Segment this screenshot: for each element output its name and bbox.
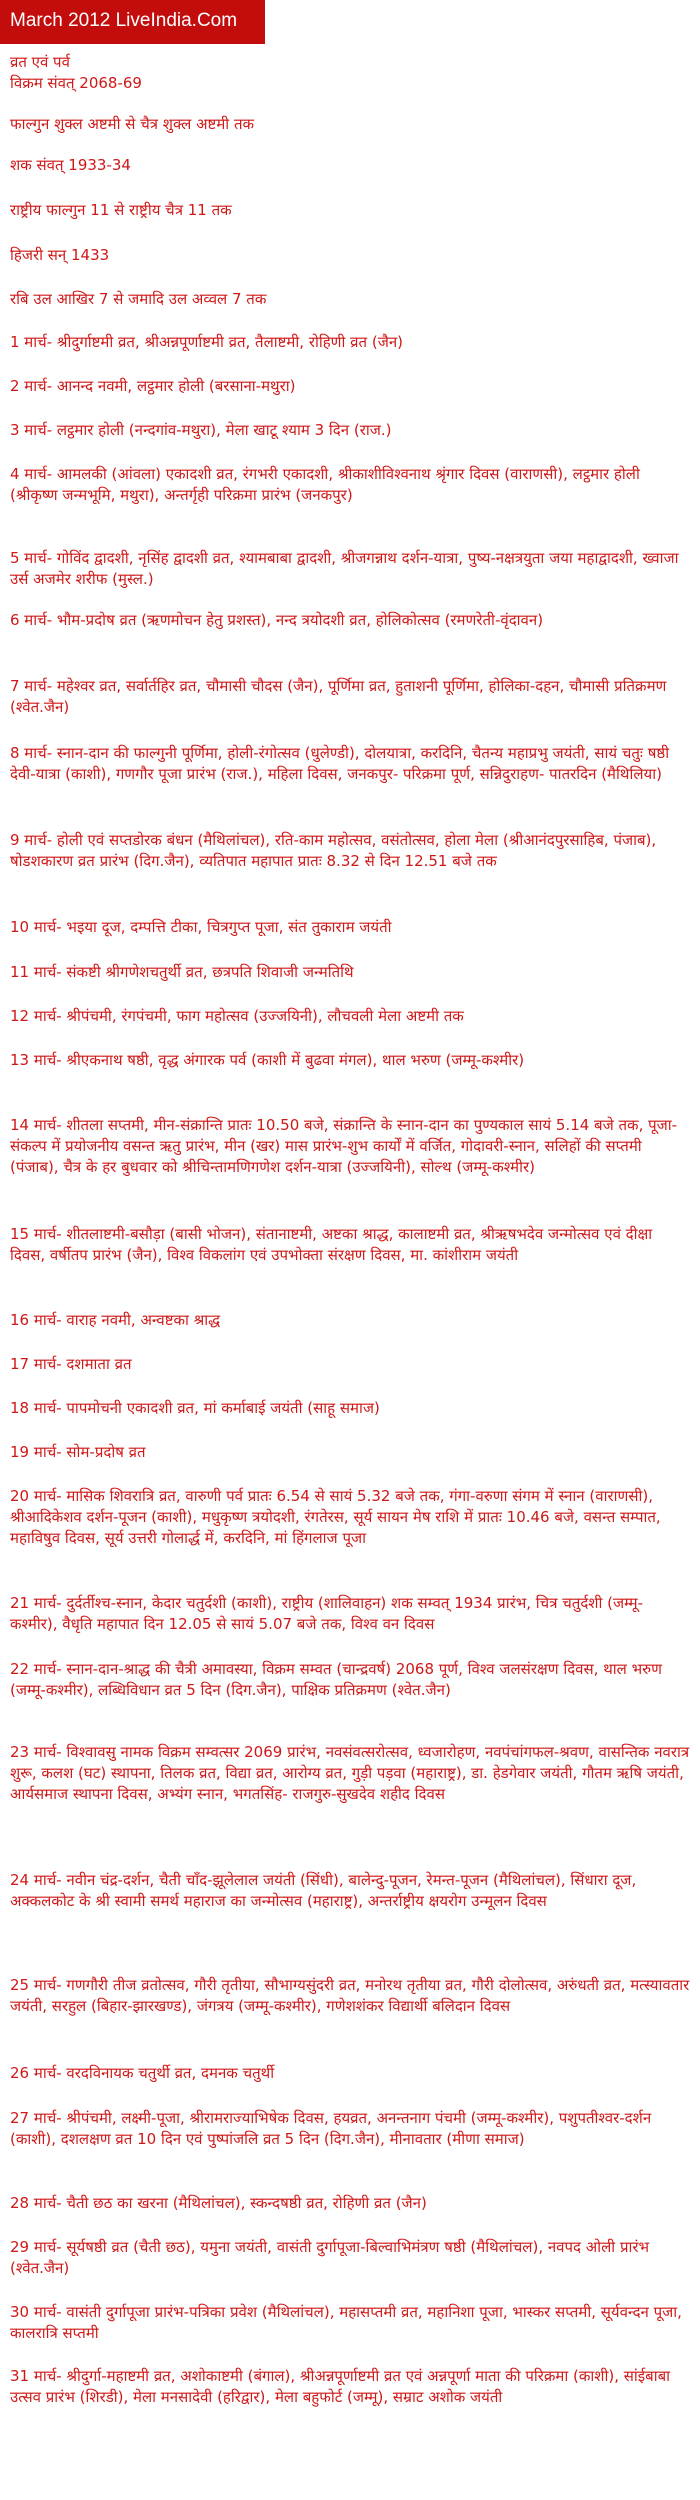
list-item: 20 मार्च- मासिक शिवरात्रि व्रत, वारुणी पर्व प्रातः 6.54 से सायं 5.32 बजे तक, गंगा-वरुणा संगम में स्नान (वाराणसी), श्रीआदिकेशव दर्शन-पूजन (काशी), मधुकृष्ण त्रयोदशी, रंगतेरस, सूर्य सायन मेष राशि में प्रातः 10.46 बजे, वसन्त सम्पात, महाविषुव दिवस, सूर्य उत्तरी गोलार्द्ध में, करदिनि, मां हिंगलाज पूजा	[10, 1487, 661, 1547]
list-item: 12 मार्च- श्रीपंचमी, रंगपंचमी, फाग महोत्सव (उज्जयिनी), लौचवली मेला अष्टमी तक	[10, 1007, 464, 1025]
list-item: 21 मार्च- दुर्दर्तीश्च-स्नान, केदार चतुर्दशी (काशी), राष्ट्रीय (शालिवाहन) शक सम्वत् 1934 प्रारंभ, चित्र चतुर्दशी (जम्मू-कश्मीर), वैधृति महापात दिन 12.05 से सायं 5.07 बजे तक, विश्व वन दिवस	[10, 1594, 643, 1633]
list-item: 26 मार्च- वरदविनायक चतुर्थी व्रत, दमनक चतुर्थी	[10, 2064, 275, 2082]
list-item: 25 मार्च- गणगौरी तीज व्रतोत्सव, गौरी तृतीया, सौभाग्यसुंदरी व्रत, मनोरथ तृतीया व्रत, गौरी दोलोत्सव, अरुंधती व्रत, मत्स्यावतार जयंती, सरहुल (बिहार-झारखण्ड), जंगत्रय (जम्मू-कश्मीर), गणेशशंकर विद्यार्थी बलिदान दिवस	[10, 1976, 690, 2015]
hijri-year: हिजरी सन् 1433	[10, 246, 110, 264]
list-item: 22 मार्च- स्नान-दान-श्राद्ध की चैत्री अमावस्या, विक्रम सम्वत (चान्द्रवर्ष) 2068 पूर्ण, विश्व जलसंरक्षण दिवस, थाल भरुण (जम्मू-कश्मीर), लब्धिविधान व्रत 5 दिन (दिग.जैन), पाक्षिक प्रतिक्रमण (श्वेत.जैन)	[10, 1660, 662, 1699]
list-item: 19 मार्च- सोम-प्रदोष व्रत	[10, 1443, 146, 1461]
list-item: 27 मार्च- श्रीपंचमी, लक्ष्मी-पूजा, श्रीरामराज्याभिषेक दिवस, हयव्रत, अनन्तनाग पंचमी (जम्मू-कश्मीर), पशुपतीश्वर-दर्शन (काशी), दशलक्षण व्रत 10 दिन एवं पुष्पांजलि व्रत 5 दिन (दिग.जैन), मीनावतार (मीणा समाज)	[10, 2109, 652, 2148]
list-item: 16 मार्च- वाराह नवमी, अन्वष्टका श्राद्ध	[10, 1311, 221, 1329]
list-item: 13 मार्च- श्रीएकनाथ षष्ठी, वृद्ध अंगारक पर्व (काशी में बुढवा मंगल), थाल भरुण (जम्मू-कश्मीर)	[10, 1051, 525, 1069]
list-item: 5 मार्च- गोविंद द्वादशी, नृसिंह द्वादशी व्रत, श्यामबाबा द्वादशी, श्रीजगन्नाथ दर्शन-यात्रा, पुष्य-नक्षत्रयुता जया महाद्वादशी, ख्वाजा उर्स अजमेर शरीफ (मुस्ल.)	[10, 549, 679, 588]
list-item: 31 मार्च- श्रीदुर्गा-महाष्टमी व्रत, अशोकाष्टमी (बंगाल), श्रीअन्नपूर्णाष्टमी व्रत एवं अन्नपूर्णा माता की परिक्रमा (काशी), सांईबाबा उत्सव प्रारंभ (शिरडी), मेला मनसादेवी (हरिद्वार), मेला बहुफोर्ट (जम्मू), सम्राट अशोक जयंती	[10, 2367, 671, 2406]
list-item: 11 मार्च- संकष्टी श्रीगणेशचतुर्थी व्रत, छत्रपति शिवाजी जन्मतिथि	[10, 963, 354, 981]
hijri-month-range: रबि उल आखिर 7 से जमादि उल अव्वल 7 तक	[10, 290, 267, 308]
header-bar	[0, 0, 265, 44]
list-item: 4 मार्च- आमलकी (आंवला) एकादशी व्रत, रंगभरी एकादशी, श्रीकाशीविश्वनाथ श्रृंगार दिवस (वाराणसी), लट्ठमार होली (श्रीकृष्ण जन्मभूमि, मथुरा), अन्तर्गृही परिक्रमा प्रारंभ (जनकपुर)	[10, 465, 640, 504]
list-item: 30 मार्च- वासंती दुर्गापूजा प्रारंभ-पत्रिका प्रवेश (मैथिलांचल), महासप्तमी व्रत, महानिशा पूजा, भास्कर सप्तमी, सूर्यवन्दन पूजा, कालरात्रि सप्तमी	[10, 2303, 682, 2342]
list-item: 10 मार्च- भइया दूज, दम्पत्ति टीका, चित्रगुप्त पूजा, संत तुकाराम जयंती	[10, 918, 392, 936]
list-item: 17 मार्च- दशमाता व्रत	[10, 1355, 132, 1373]
section-heading: व्रत एवं पर्व	[10, 53, 70, 71]
vikram-samvat: विक्रम संवत् 2068-69	[10, 74, 142, 92]
list-item: 18 मार्च- पापमोचनी एकादशी व्रत, मां कर्माबाई जयंती (साहू समाज)	[10, 1399, 380, 1417]
list-item: 24 मार्च- नवीन चंद्र-दर्शन, चैती चाँद-झूलेलाल जयंती (सिंधी), बालेन्दु-पूजन, रेमन्त-पूजन (मैथिलांचल), सिंधारा दूज, अक्कलकोट के श्री स्वामी समर्थ महाराज का जन्मोत्सव (महाराष्ट्र), अन्तर्राष्ट्रीय क्षयरोग उन्मूलन दिवस	[10, 1871, 637, 1910]
list-item: 23 मार्च- विश्वावसु नामक विक्रम सम्वत्सर 2069 प्रारंभ, नवसंवत्सरोत्सव, ध्वजारोहण, नवपंचांगफल-श्रवण, वासन्तिक नवरात्र शुरू, कलश (घट) स्थापना, तिलक व्रत, विद्या व्रत, आरोग्य व्रत, गुड़ी पड़वा (महाराष्ट्र), डा. हेडगेवार जयंती, गौतम ऋषि जयंती, आर्यसमाज स्थापना दिवस, अभ्यंग स्नान, भगतसिंह- राजगुरु-सुखदेव शहीद दिवस	[10, 1743, 690, 1803]
list-item: 28 मार्च- चैती छठ का खरना (मैथिलांचल), स्कन्दषष्ठी व्रत, रोहिणी व्रत (जैन)	[10, 2194, 427, 2212]
list-item: 15 मार्च- शीतलाष्टमी-बसौड़ा (बासी भोजन), संतानाष्टमी, अष्टका श्राद्ध, कालाष्टमी व्रत, श्रीऋषभदेव जन्मोत्सव एवं दीक्षा दिवस, वर्षीतप प्रारंभ (जैन), विश्व विकलांग एवं उपभोक्ता संरक्षण दिवस, मा. कांशीराम जयंती	[10, 1225, 653, 1264]
list-item: 8 मार्च- स्नान-दान की फाल्गुनी पूर्णिमा, होली-रंगोत्सव (धुलेण्डी), दोलयात्रा, करदिनि, चैतन्य महाप्रभु जयंती, सायं चतुः षष्ठी देवी-यात्रा (काशी), गणगौर पूजा प्रारंभ (राज.), महिला दिवस, जनकपुर- परिक्रमा पूर्ण, सन्निदुराहण- पातरदिन (मैथिलिया)	[10, 744, 670, 783]
list-item: 1 मार्च- श्रीदुर्गाष्टमी व्रत, श्रीअन्नपूर्णाष्टमी व्रत, तैलाष्टमी, रोहिणी व्रत (जैन)	[10, 333, 403, 351]
national-month-range: राष्ट्रीय फाल्गुन 11 से राष्ट्रीय चैत्र 11 तक	[10, 201, 232, 219]
list-item: 7 मार्च- महेश्वर व्रत, सर्वार्तहिर व्रत, चौमासी चौदस (जैन), पूर्णिमा व्रत, हुताशनी पूर्णिमा, होलिका-दहन, चौमासी प्रतिक्रमण (श्वेत.जैन)	[10, 677, 667, 716]
list-item: 29 मार्च- सूर्यषष्ठी व्रत (चैती छठ), यमुना जयंती, वासंती दुर्गापूजा-बिल्वाभिमंत्रण षष्ठी (मैथिलांचल), नवपद ओली प्रारंभ (श्वेत.जैन)	[10, 2238, 650, 2277]
list-item: 3 मार्च- लट्ठमार होली (नन्दगांव-मथुरा), मेला खाटू श्याम 3 दिन (राज.)	[10, 421, 392, 439]
list-item: 2 मार्च- आनन्द नवमी, लट्ठमार होली (बरसाना-मथुरा)	[10, 377, 296, 395]
page-title: March 2012 LiveIndia.Com	[10, 10, 238, 31]
list-item: 6 मार्च- भौम-प्रदोष व्रत (ऋणमोचन हेतु प्रशस्त), नन्द त्रयोदशी व्रत, होलिकोत्सव (रमणरेती-वृंदावन)	[10, 611, 544, 629]
lunar-month-range: फाल्गुन शुक्ल अष्टमी से चैत्र शुक्ल अष्टमी तक	[10, 115, 255, 133]
list-item: 9 मार्च- होली एवं सप्तडोरक बंधन (मैथिलांचल), रति-काम महोत्सव, वसंतोत्सव, होला मेला (श्रीआनंदपुरसाहिब, पंजाब), षोडशकारण व्रत प्रारंभ (दिग.जैन), व्यतिपात महापात प्रातः 8.32 से दिन 12.51 बजे तक	[10, 831, 657, 870]
list-item: 14 मार्च- शीतला सप्तमी, मीन-संक्रान्ति प्रातः 10.50 बजे, संक्रान्ति के स्नान-दान का पुण्यकाल सायं 5.14 बजे तक, पूजा-संकल्प में प्रयोजनीय वसन्त ऋतु प्रारंभ, मीन (खर) मास प्रारंभ-शुभ कार्यों में वर्जित, गोदावरी-स्नान, सलिहों की सप्तमी (पंजाब), चैत्र के हर बुधवार को श्रीचिन्तामणिगणेश दर्शन-यात्रा (उज्जयिनी), सोल्थ (जम्मू-कश्मीर)	[10, 1116, 678, 1176]
shaka-samvat: शक संवत् 1933-34	[10, 156, 131, 174]
